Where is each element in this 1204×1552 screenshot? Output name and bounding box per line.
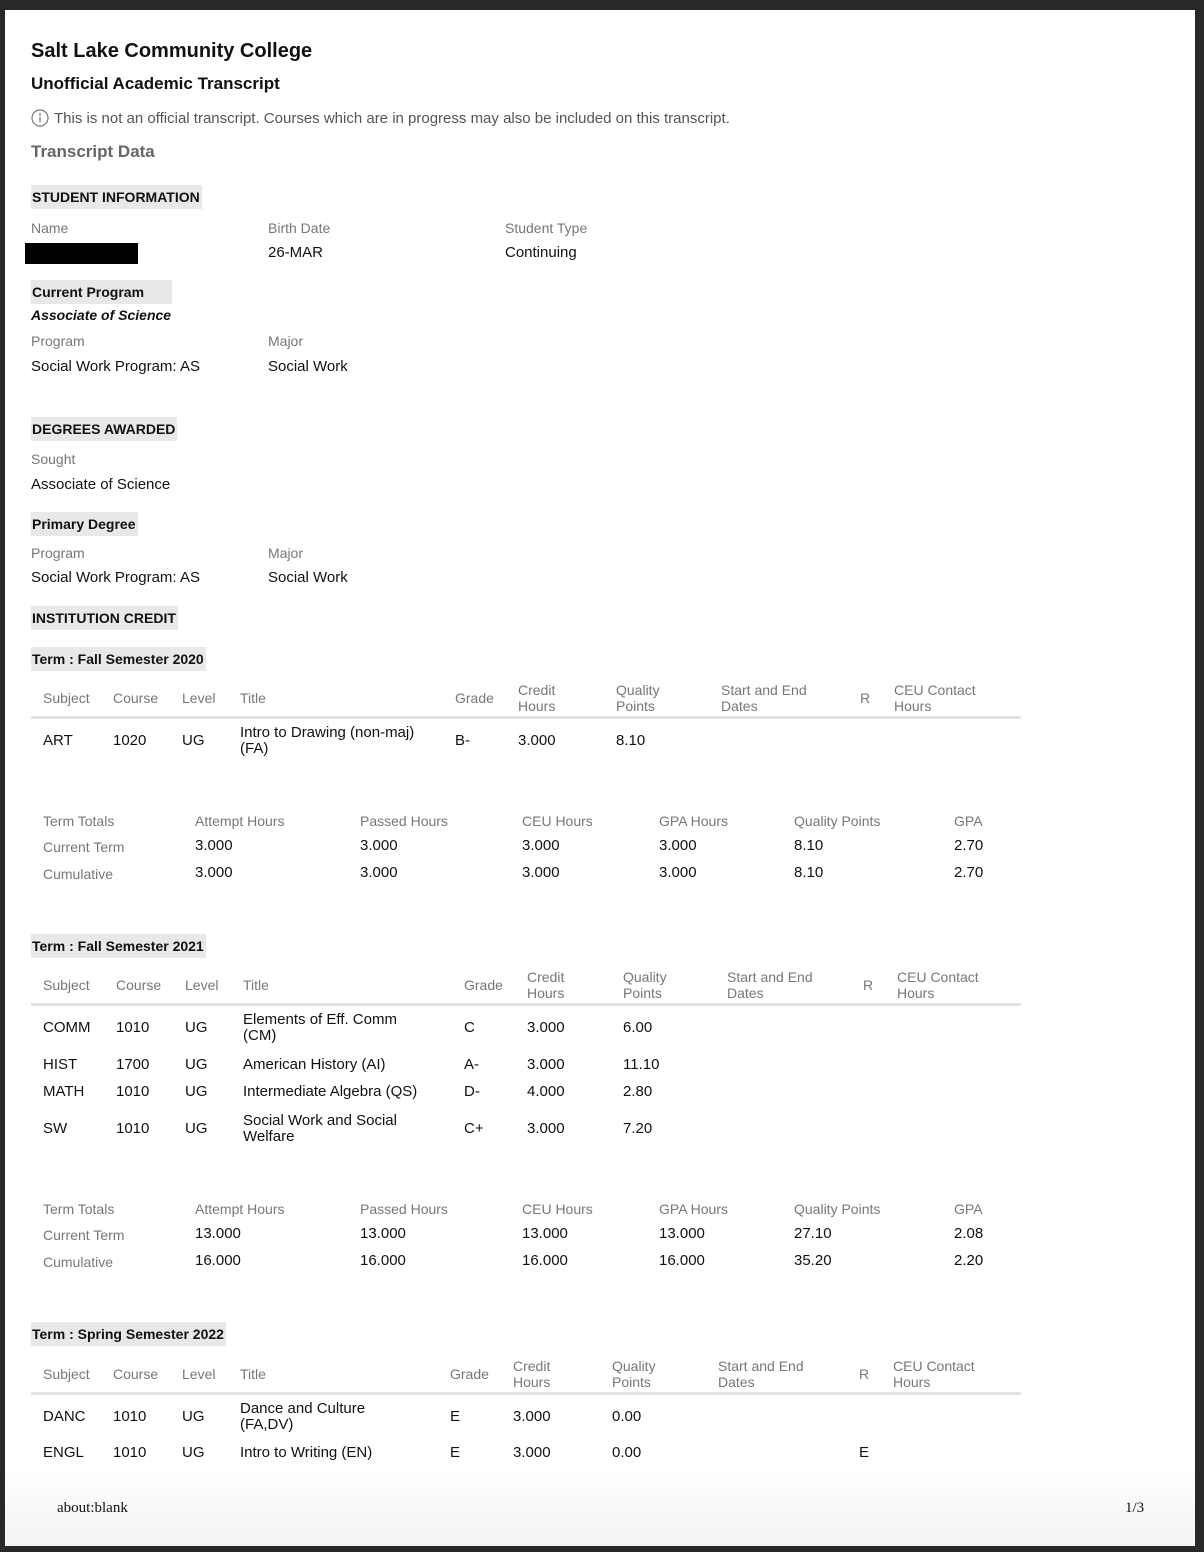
cell-quality-points: 6.00 (623, 1019, 653, 1036)
cell-level: UG (182, 1408, 205, 1425)
totals-col-passed: Passed Hours (360, 1201, 448, 1217)
col-course: Course (116, 977, 162, 993)
primary-program-value: Social Work Program: AS (31, 569, 200, 586)
cell-course: 1010 (116, 1083, 150, 1100)
totals-col-attempt: Attempt Hours (195, 813, 285, 829)
cell-credit-hours: 3.000 (513, 1408, 551, 1425)
cell-credit-hours: 3.000 (527, 1056, 565, 1073)
totals-passed: 13.000 (360, 1225, 406, 1242)
col-level: Level (182, 1366, 216, 1382)
totals-col-label: Term Totals (43, 813, 115, 829)
totals-quality-points: 8.10 (794, 864, 824, 881)
totals-quality-points: 35.20 (794, 1252, 832, 1269)
cell-level: UG (182, 1444, 205, 1461)
cell-course: 1020 (113, 732, 147, 749)
program-label: Program (31, 333, 85, 349)
header-divider (31, 1392, 1021, 1395)
cell-course: 1010 (116, 1120, 150, 1137)
institution-credit-heading: INSTITUTION CREDIT (31, 606, 178, 630)
totals-row-label: Cumulative (43, 1254, 114, 1270)
cell-grade: B- (455, 732, 470, 749)
cell-subject: SW (43, 1120, 68, 1137)
col-start-end-dates: Start and End Dates (718, 1358, 804, 1390)
totals-ceu: 16.000 (522, 1252, 568, 1269)
col-credit-hours: Credit Hours (518, 682, 556, 714)
primary-major-value: Social Work (268, 569, 348, 586)
totals-col-passed: Passed Hours (360, 813, 448, 829)
col-grade: Grade (455, 690, 494, 706)
document-title: Unofficial Academic Transcript (31, 74, 280, 93)
program-value: Social Work Program: AS (31, 358, 200, 375)
cell-credit-hours: 3.000 (518, 732, 556, 749)
cell-r: E (859, 1444, 870, 1461)
totals-col-quality-points: Quality Points (794, 813, 881, 829)
redacted-name (25, 243, 138, 264)
col-ceu-contact-hours: CEU Contact Hours (893, 1358, 975, 1390)
primary-degree-heading: Primary Degree (31, 512, 138, 536)
cell-grade: C (464, 1019, 475, 1036)
col-credit-hours: Credit Hours (527, 969, 565, 1001)
col-quality-points: Quality Points (612, 1358, 656, 1390)
term-heading: Term : Spring Semester 2022 (31, 1322, 226, 1346)
birth-date-value: 26-MAR (268, 244, 324, 261)
current-program-heading: Current Program (31, 280, 172, 304)
cell-level: UG (185, 1056, 208, 1073)
cell-level: UG (185, 1120, 208, 1137)
col-r: R (863, 977, 874, 993)
totals-gpa-hours: 16.000 (659, 1252, 705, 1269)
cell-title: American History (AI) (243, 1056, 386, 1073)
totals-col-ceu: CEU Hours (522, 1201, 593, 1217)
footer-url: about:blank (57, 1500, 128, 1516)
cell-quality-points: 2.80 (623, 1083, 653, 1100)
totals-gpa: 2.70 (954, 837, 984, 854)
name-label: Name (31, 220, 69, 236)
cell-credit-hours: 3.000 (513, 1444, 551, 1461)
notice-text: This is not an official transcript. Courses which are in progress may also be included on this transcript. (54, 109, 730, 127)
cell-course: 1010 (113, 1444, 147, 1461)
degrees-awarded-heading: DEGREES AWARDED (31, 417, 177, 441)
totals-ceu: 13.000 (522, 1225, 568, 1242)
totals-col-label: Term Totals (43, 1201, 115, 1217)
cell-title: Social Work and Social Welfare (243, 1112, 397, 1145)
student-information-heading: STUDENT INFORMATION (31, 185, 202, 209)
cell-title: Intermediate Algebra (QS) (243, 1083, 418, 1100)
header-divider (31, 1003, 1021, 1006)
col-subject: Subject (43, 690, 90, 706)
cell-title: Elements of Eff. Comm (CM) (243, 1011, 397, 1044)
cell-grade: C+ (464, 1120, 484, 1137)
totals-col-ceu: CEU Hours (522, 813, 593, 829)
birth-date-label: Birth Date (268, 220, 331, 236)
cell-level: UG (185, 1083, 208, 1100)
col-r: R (859, 1366, 870, 1382)
term-heading: Term : Fall Semester 2020 (31, 647, 206, 671)
totals-gpa: 2.08 (954, 1225, 984, 1242)
student-type-value: Continuing (505, 244, 577, 261)
primary-major-label: Major (268, 545, 304, 561)
totals-passed: 3.000 (360, 837, 398, 854)
col-quality-points: Quality Points (616, 682, 660, 714)
section-title: Transcript Data (31, 142, 155, 161)
cell-subject: COMM (43, 1019, 91, 1036)
institution-name: Salt Lake Community College (31, 40, 313, 62)
cell-quality-points: 7.20 (623, 1120, 653, 1137)
col-r: R (860, 690, 871, 706)
totals-attempt: 13.000 (195, 1225, 241, 1242)
totals-passed: 3.000 (360, 864, 398, 881)
totals-passed: 16.000 (360, 1252, 406, 1269)
totals-col-gpa-hours: GPA Hours (659, 1201, 728, 1217)
totals-row-label: Current Term (43, 839, 125, 855)
col-quality-points: Quality Points (623, 969, 667, 1001)
term-heading: Term : Fall Semester 2021 (31, 934, 206, 958)
totals-gpa: 2.70 (954, 864, 984, 881)
cell-grade: E (450, 1444, 461, 1461)
transcript-notice (31, 109, 730, 127)
col-ceu-contact-hours: CEU Contact Hours (897, 969, 979, 1001)
totals-gpa: 2.20 (954, 1252, 984, 1269)
col-title: Title (243, 977, 269, 993)
cell-course: 1700 (116, 1056, 150, 1073)
cell-subject: ENGL (43, 1444, 84, 1461)
sought-value: Associate of Science (31, 476, 171, 493)
info-circle-icon (31, 109, 49, 127)
cell-subject: ART (43, 732, 73, 749)
cell-quality-points: 0.00 (612, 1444, 642, 1461)
cell-title: Intro to Drawing (non-maj) (FA) (240, 724, 415, 757)
totals-gpa-hours: 3.000 (659, 837, 697, 854)
totals-row-label: Cumulative (43, 866, 114, 882)
totals-row-label: Current Term (43, 1227, 125, 1243)
totals-col-gpa: GPA (954, 1201, 983, 1217)
totals-col-quality-points: Quality Points (794, 1201, 881, 1217)
totals-ceu: 3.000 (522, 864, 560, 881)
current-degree: Associate of Science (31, 307, 172, 323)
major-label: Major (268, 333, 304, 349)
cell-title: Dance and Culture (FA,DV) (240, 1400, 366, 1433)
major-value: Social Work (268, 358, 348, 375)
cell-quality-points: 0.00 (612, 1408, 642, 1425)
totals-col-attempt: Attempt Hours (195, 1201, 285, 1217)
col-title: Title (240, 1366, 266, 1382)
primary-program-label: Program (31, 545, 85, 561)
student-type-label: Student Type (505, 220, 588, 236)
totals-col-gpa-hours: GPA Hours (659, 813, 728, 829)
col-credit-hours: Credit Hours (513, 1358, 551, 1390)
page-number: 1/3 (1125, 1500, 1145, 1516)
col-start-end-dates: Start and End Dates (721, 682, 807, 714)
cell-level: UG (182, 732, 205, 749)
header-divider (31, 716, 1021, 719)
totals-attempt: 3.000 (195, 864, 233, 881)
cell-grade: E (450, 1408, 461, 1425)
cell-course: 1010 (113, 1408, 147, 1425)
totals-attempt: 16.000 (195, 1252, 241, 1269)
cell-credit-hours: 4.000 (527, 1083, 565, 1100)
col-grade: Grade (450, 1366, 489, 1382)
totals-col-gpa: GPA (954, 813, 983, 829)
totals-quality-points: 27.10 (794, 1225, 832, 1242)
col-title: Title (240, 690, 266, 706)
cell-grade: D- (464, 1083, 480, 1100)
cell-quality-points: 8.10 (616, 732, 646, 749)
cell-subject: MATH (43, 1083, 85, 1100)
col-level: Level (182, 690, 216, 706)
col-course: Course (113, 690, 159, 706)
cell-credit-hours: 3.000 (527, 1019, 565, 1036)
totals-gpa-hours: 13.000 (659, 1225, 705, 1242)
transcript-page (5, 10, 1195, 1546)
col-grade: Grade (464, 977, 503, 993)
totals-quality-points: 8.10 (794, 837, 824, 854)
cell-subject: DANC (43, 1408, 86, 1425)
col-start-end-dates: Start and End Dates (727, 969, 813, 1001)
totals-gpa-hours: 3.000 (659, 864, 697, 881)
totals-ceu: 3.000 (522, 837, 560, 854)
cell-credit-hours: 3.000 (527, 1120, 565, 1137)
cell-level: UG (185, 1019, 208, 1036)
col-level: Level (185, 977, 219, 993)
cell-grade: A- (464, 1056, 479, 1073)
col-subject: Subject (43, 1366, 90, 1382)
col-subject: Subject (43, 977, 90, 993)
sought-label: Sought (31, 451, 76, 467)
col-ceu-contact-hours: CEU Contact Hours (894, 682, 976, 714)
col-course: Course (113, 1366, 159, 1382)
cell-title: Intro to Writing (EN) (240, 1444, 373, 1461)
cell-subject: HIST (43, 1056, 78, 1073)
cell-course: 1010 (116, 1019, 150, 1036)
totals-attempt: 3.000 (195, 837, 233, 854)
cell-quality-points: 11.10 (623, 1056, 660, 1073)
